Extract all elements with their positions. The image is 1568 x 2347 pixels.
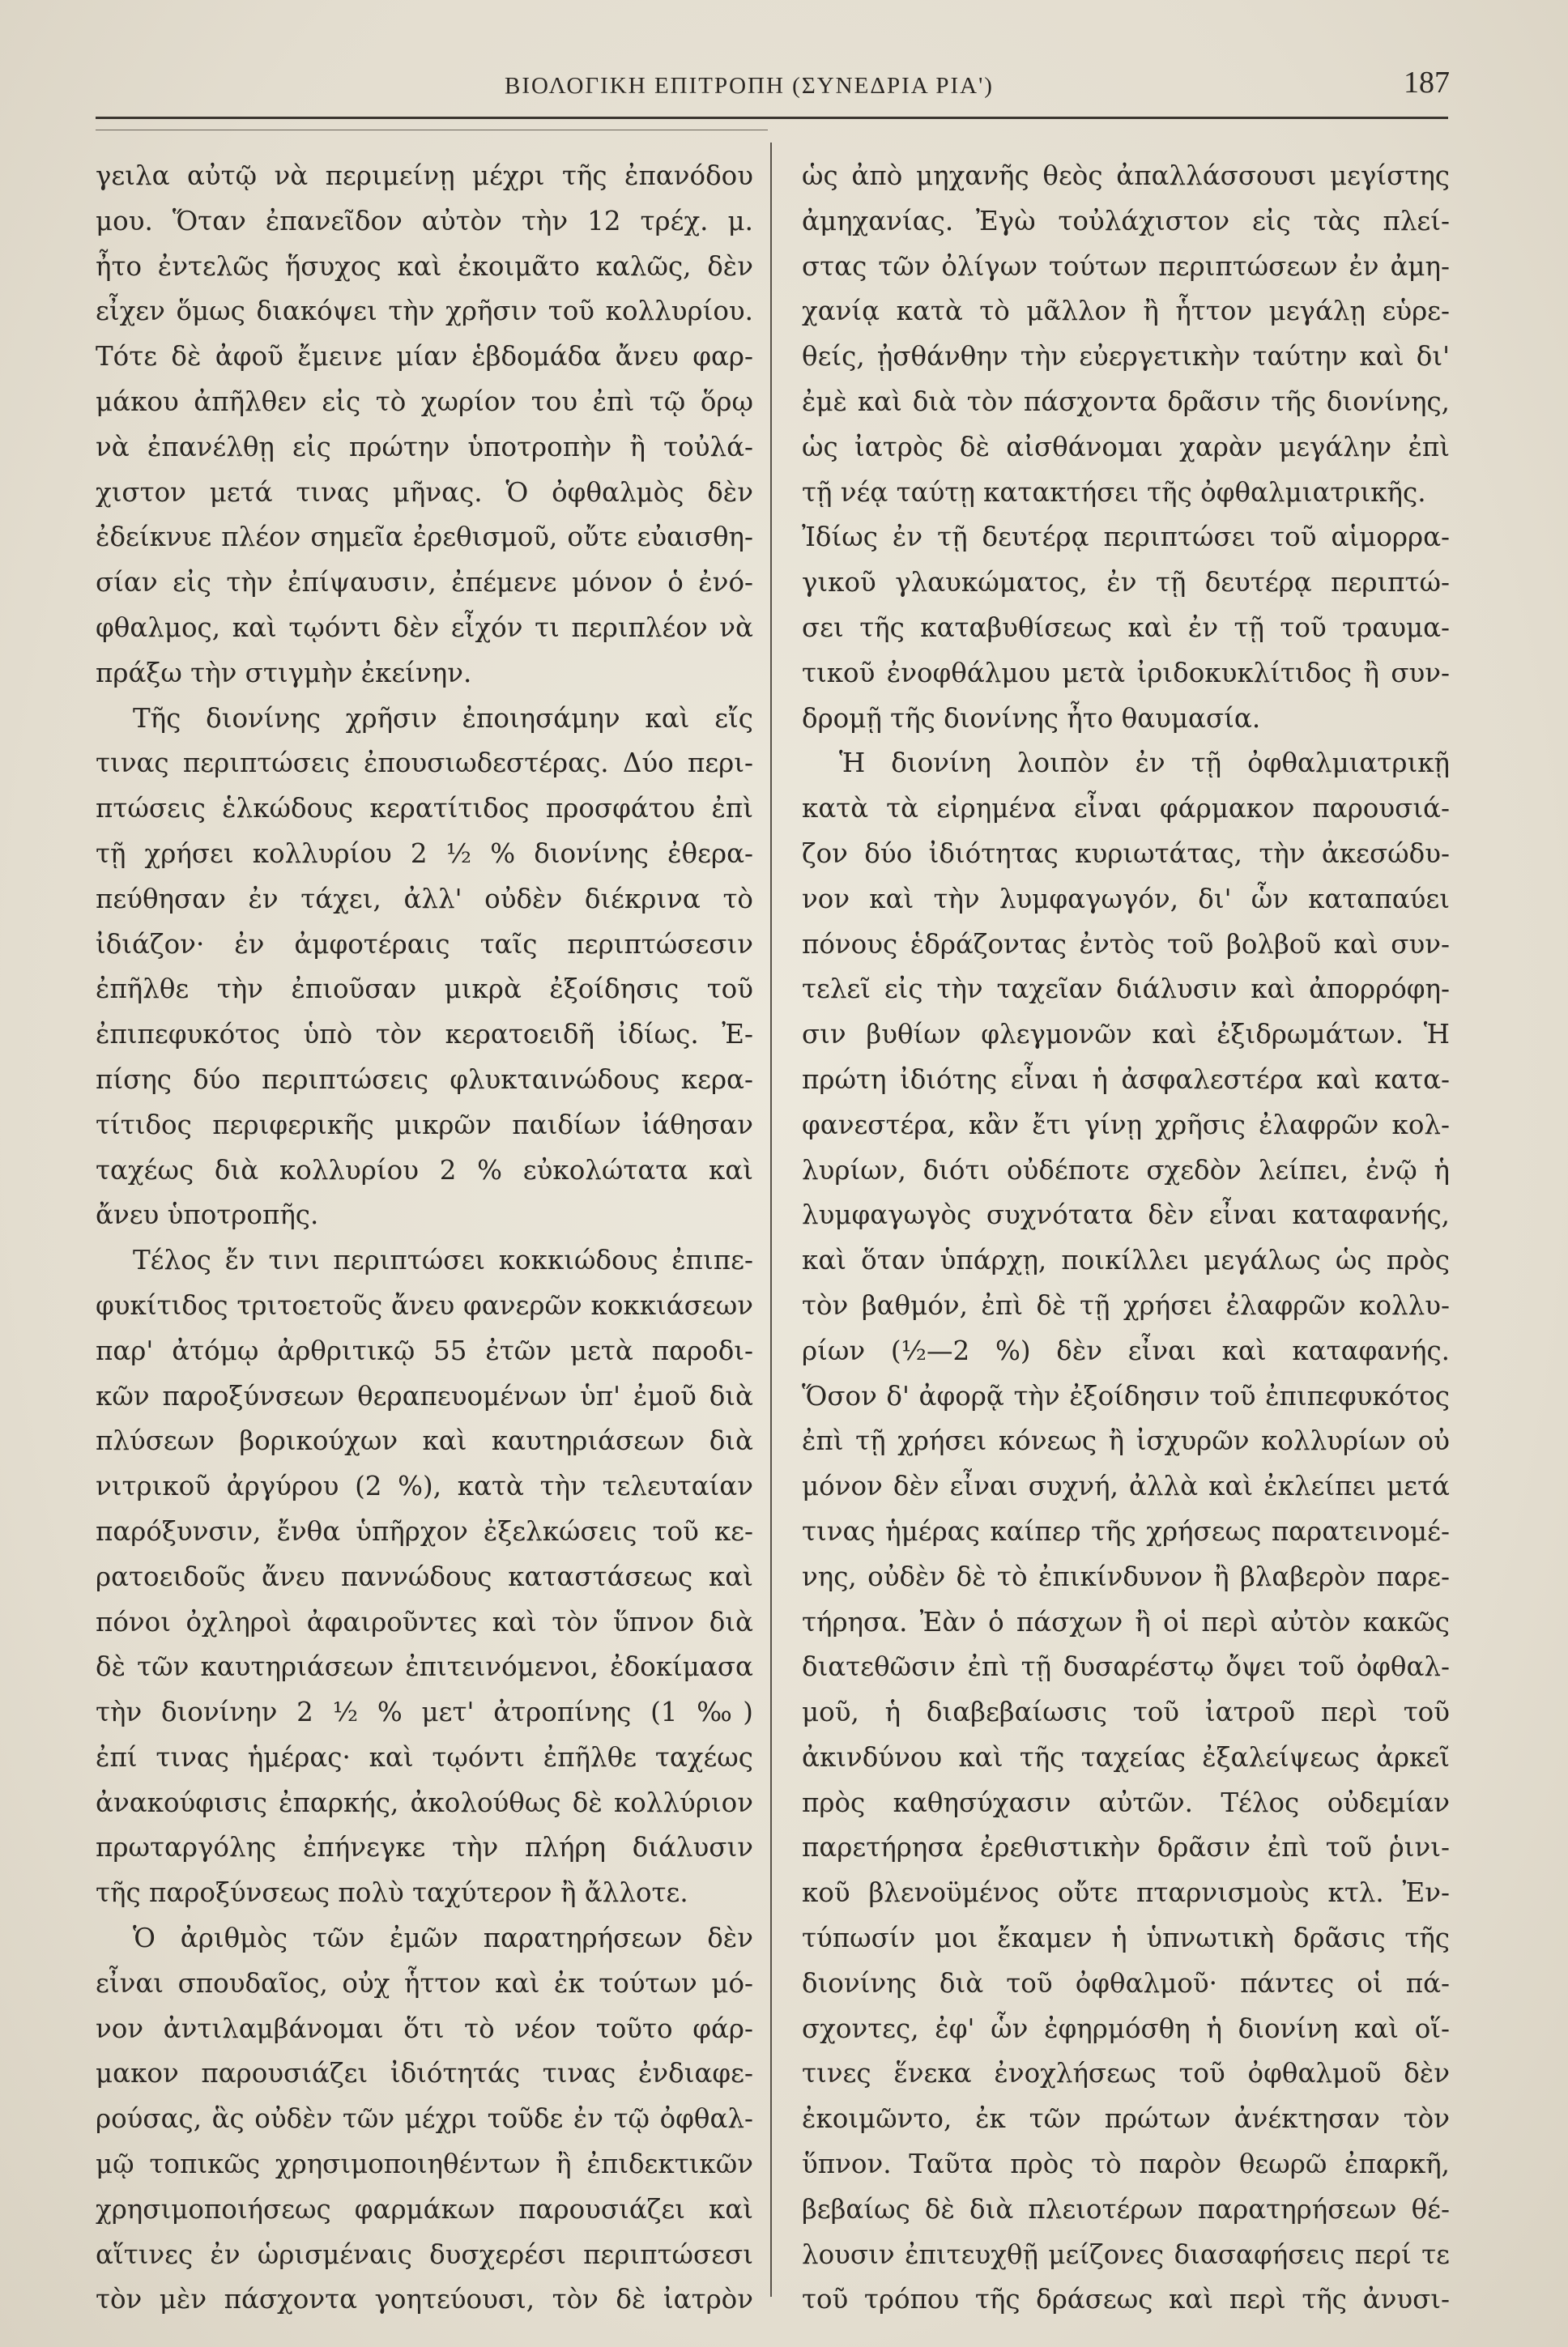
text-line: λουσιν ἐπιτευχθῇ μείζονες διασαφήσεις περί τε xyxy=(802,2238,1450,2270)
text-line: ἦτο ἐντελῶς ἥσυχος καὶ ἐκοιμᾶτο καλῶς, δὲν xyxy=(96,250,753,282)
text-line: σει τῆς καταβυθίσεως καὶ ἐν τῇ τοῦ τραυμα- xyxy=(802,611,1450,643)
text-line: τινας ἡμέρας καίπερ τῆς χρήσεως παρατεινομέ- xyxy=(802,1515,1450,1547)
text-line: τὴν διονίνην 2 ½ % μετ' ἀτροπίνης (1 ‰) xyxy=(96,1697,753,1728)
text-line: τικοῦ ἐνοφθάλμου μετὰ ἰριδοκυκλίτιδος ἢ συν- xyxy=(802,657,1450,688)
left-column xyxy=(96,154,753,2323)
text-line: ἀνακούφισις ἐπαρκής, ἀκολούθως δὲ κολλύριον xyxy=(96,1787,753,1818)
text-line: ρούσας, ἃς οὐδὲν τῶν μέχρι τοῦδε ἐν τῷ ὀφθαλ- xyxy=(96,2103,753,2135)
text-line: φανεστέρα, κἂν ἔτι γίνῃ χρῆσις ἐλαφρῶν κολ- xyxy=(802,1109,1450,1140)
text-line: Τῆς διονίνης χρῆσιν ἐποιησάμην καὶ εἴς xyxy=(133,702,753,734)
text-line: μάκου ἀπῆλθεν εἰς τὸ χωρίον του ἐπὶ τῷ ὅρῳ xyxy=(96,385,753,417)
text-line: δρομῇ τῆς διονίνης ἦτο θαυμασία. xyxy=(802,702,1261,734)
text-line: τῇ χρήσει κολλυρίου 2 ½ % διονίνης ἐθερα- xyxy=(96,837,753,869)
text-line: κῶν παροξύνσεων θεραπευομένων ὑπ' ἐμοῦ διὰ xyxy=(96,1380,753,1412)
text-line: νον καὶ τὴν λυμφαγωγόν, δι' ὧν καταπαύει xyxy=(802,883,1450,914)
text-line: στας τῶν ὀλίγων τούτων περιπτώσεων ἐν ἀμη- xyxy=(802,250,1450,282)
text-line: παρόξυνσιν, ἔνθα ὑπῆρχον ἐξελκώσεις τοῦ κε- xyxy=(96,1515,753,1547)
text-line: τῆς παροξύνσεως πολὺ ταχύτερον ἢ ἄλλοτε. xyxy=(96,1877,688,1909)
text-line: ἄνευ ὑποτροπῆς. xyxy=(96,1199,319,1231)
text-line: παρετήρησα ἐρεθιστικὴν δρᾶσιν ἐπὶ τοῦ ῥινι- xyxy=(802,1832,1450,1864)
text-line: νον ἀντιλαμβάνομαι ὅτι τὸ νέον τοῦτο φάρ- xyxy=(96,2013,753,2044)
text-line: πλύσεων βορικούχων καὶ καυτηριάσεων διὰ xyxy=(96,1425,753,1457)
text-line: τίτιδος περιφερικῆς μικρῶν παιδίων ἰάθησαν xyxy=(96,1109,753,1140)
text-line: τοῦ τρόπου τῆς δράσεως καὶ περὶ τῆς ἀνυσι- xyxy=(802,2284,1450,2315)
text-line: ὕπνον. Ταῦτα πρὸς τὸ παρὸν θεωρῶ ἐπαρκῆ, xyxy=(802,2149,1450,2180)
text-line: πράξω τὴν στιγμὴν ἐκείνην. xyxy=(96,657,472,688)
text-line: ρατοειδοῦς ἄνευ παννώδους καταστάσεως καὶ xyxy=(96,1561,753,1592)
text-line: γειλα αὐτῷ νὰ περιμείνῃ μέχρι τῆς ἐπανόδου xyxy=(96,160,753,191)
text-line: Τέλος ἔν τινι περιπτώσει κοκκιώδους ἐπιπε- xyxy=(133,1245,753,1276)
text-line: πρωταργόλης ἐπήνεγκε τὴν πλήρη διάλυσιν xyxy=(96,1832,753,1864)
text-line: σιν βυθίων φλεγμονῶν καὶ ἐξιδρωμάτων. Ἡ xyxy=(802,1019,1450,1050)
text-line: τὸν βαθμόν, ἐπὶ δὲ τῇ χρήσει ἐλαφρῶν κολλυ- xyxy=(802,1289,1450,1321)
text-line: χρησιμοποιήσεως φαρμάκων παρουσιάζει καὶ xyxy=(96,2193,753,2225)
text-line: θείς, ᾐσθάνθην τὴν εὐεργετικὴν ταύτην καὶ δι' xyxy=(802,341,1450,373)
text-line: λυρίων, διότι οὐδέποτε σχεδὸν λείπει, ἐνῷ ἡ xyxy=(802,1154,1450,1186)
text-line: μοῦ, ἡ διαβεβαίωσις τοῦ ἰατροῦ περὶ τοῦ xyxy=(802,1697,1450,1728)
text-line: Ἰδίως ἐν τῇ δευτέρᾳ περιπτώσει τοῦ αἱμορρα- xyxy=(802,522,1450,553)
text-line: πτώσεις ἑλκώδους κερατίτιδος προσφάτου ἐπὶ xyxy=(96,793,753,824)
text-line: πόνους ἑδράζοντας ἐντὸς τοῦ βολβοῦ καὶ συν- xyxy=(802,928,1450,960)
text-line: ἐμὲ καὶ διὰ τὸν πάσχοντα δρᾶσιν τῆς διονίνης, xyxy=(802,385,1450,417)
text-line: ἐπῆλθε τὴν ἐπιοῦσαν μικρὰ ἐξοίδησις τοῦ xyxy=(96,973,753,1005)
text-line: ζον δύο ἰδιότητας κυριωτάτας, τὴν ἀκεσώδυ- xyxy=(802,837,1450,869)
text-line: τινας περιπτώσεις ἐπουσιωδεστέρας. Δύο περι- xyxy=(96,748,753,779)
text-line: ἰδιάζον· ἐν ἀμφοτέραις ταῖς περιπτώσεσιν xyxy=(96,928,753,960)
text-line: νης, οὐδὲν δὲ τὸ ἐπικίνδυνον ἢ βλαβερὸν παρε- xyxy=(802,1561,1450,1592)
text-line: ἐδείκνυε πλέον σημεῖα ἐρεθισμοῦ, οὔτε εὐαισθη- xyxy=(96,522,753,553)
text-line: ἐπί τινας ἡμέρας· καὶ τῳόντι ἐπῆλθε ταχέως xyxy=(96,1741,753,1773)
text-line: πρὸς καθησύχασιν αὐτῶν. Τέλος οὐδεμίαν xyxy=(802,1787,1450,1818)
text-line: εἶχεν ὅμως διακόψει τὴν χρῆσιν τοῦ κολλυρίου. xyxy=(96,296,753,327)
text-line: μῷ τοπικῶς χρησιμοποιηθέντων ἢ ἐπιδεκτικῶν xyxy=(96,2149,753,2180)
text-line: χιστον μετά τινας μῆνας. Ὁ ὀφθαλμὸς δὲν xyxy=(96,476,753,508)
text-line: ὡς ἀπὸ μηχανῆς θεὸς ἀπαλλάσσουσι μεγίστης xyxy=(802,160,1450,191)
text-line: δὲ τῶν καυτηριάσεων ἐπιτεινόμενοι, ἐδοκίμασα xyxy=(96,1651,753,1683)
text-line: καὶ ὅταν ὑπάρχῃ, ποικίλλει μεγάλως ὡς πρὸς xyxy=(802,1245,1450,1276)
text-line: αἵτινες ἐν ὡρισμέναις δυσχερέσι περιπτώσεσι xyxy=(96,2238,753,2270)
text-line: φθαλμος, καὶ τῳόντι δὲν εἶχόν τι περιπλέον νὰ xyxy=(96,611,753,643)
text-line: μακον παρουσιάζει ἰδιότητάς τινας ἐνδιαφε- xyxy=(96,2058,753,2089)
text-line: κατὰ τὰ εἰρημένα εἶναι φάρμακον παρουσιά- xyxy=(802,793,1450,824)
text-line: σχοντες, ἐφ' ὧν ἐφηρμόσθη ἡ διονίνη καὶ οἵ- xyxy=(802,2013,1450,2044)
text-line: πίσης δύο περιπτώσεις φλυκταινώδους κερα- xyxy=(96,1063,753,1095)
text-line: λυμφαγωγὸς συχνότατα δὲν εἶναι καταφανής, xyxy=(802,1199,1450,1231)
text-line: ἐπιπεφυκότος ὑπὸ τὸν κερατοειδῆ ἰδίως. Ἐ- xyxy=(96,1019,753,1050)
text-line: ἐπὶ τῇ χρήσει κόνεως ἢ ἰσχυρῶν κολλυρίων οὐ xyxy=(802,1425,1450,1457)
text-line: χανίᾳ κατὰ τὸ μᾶλλον ἢ ἧττον μεγάλῃ εὑρε- xyxy=(802,296,1450,327)
text-line: Ὅσον δ' ἀφορᾷ τὴν ἐξοίδησιν τοῦ ἐπιπεφυκότος xyxy=(802,1380,1450,1412)
text-line: τελεῖ εἰς τὴν ταχεῖαν διάλυσιν καὶ ἀπορρόφη- xyxy=(802,973,1450,1005)
right-column xyxy=(802,154,1450,2323)
text-line: παρ' ἀτόμῳ ἀρθριτικῷ 55 ἐτῶν μετὰ παροδι- xyxy=(96,1335,753,1366)
text-line: διονίνης διὰ τοῦ ὀφθαλμοῦ· πάντες οἱ πά- xyxy=(802,1967,1450,1999)
text-line: μου. Ὅταν ἐπανεῖδον αὐτὸν τὴν 12 τρέχ. μ. xyxy=(96,205,753,236)
text-line: κοῦ βλενοϋμένος οὔτε πταρνισμοὺς κτλ. Ἐν- xyxy=(802,1877,1450,1909)
page-number: 187 xyxy=(1404,66,1450,100)
running-head: ΒΙΟΛΟΓΙΚΗ ΕΠΙΤΡΟΠΗ (ΣΥΝΕΔΡΙΑ ΡΙΑ') xyxy=(505,73,994,99)
text-line: τῇ νέᾳ ταύτῃ κατακτήσει τῆς ὀφθαλμιατρικῆς. xyxy=(802,476,1426,508)
text-line: ἀμηχανίας. Ἐγὼ τοὐλάχιστον εἰς τὰς πλεί- xyxy=(802,205,1450,236)
text-line: φυκίτιδος τριτοετοῦς ἄνευ φανερῶν κοκκιάσεων xyxy=(96,1289,753,1321)
text-line: τινες ἕνεκα ἐνοχλήσεως τοῦ ὀφθαλμοῦ δὲν xyxy=(802,2058,1450,2089)
text-line: τὸν μὲν πάσχοντα γοητεύουσι, τὸν δὲ ἰατρὸν xyxy=(96,2284,753,2315)
text-line: ἐκοιμῶντο, ἐκ τῶν πρώτων ἀνέκτησαν τὸν xyxy=(802,2103,1450,2135)
text-line: πρώτη ἰδιότης εἶναι ἡ ἀσφαλεστέρα καὶ κατα- xyxy=(802,1063,1450,1095)
text-line: γικοῦ γλαυκώματος, ἐν τῇ δευτέρᾳ περιπτώ- xyxy=(802,567,1450,598)
header-rule xyxy=(96,117,1448,119)
text-line: μόνον δὲν εἶναι συχνή, ἀλλὰ καὶ ἐκλείπει μετά xyxy=(802,1471,1450,1502)
text-line: ρίων (½—2 %) δὲν εἶναι καὶ καταφανής. xyxy=(802,1335,1450,1366)
text-line: διατεθῶσιν ἐπὶ τῇ δυσαρέστῳ ὄψει τοῦ ὀφθαλ- xyxy=(802,1651,1450,1683)
text-line: νιτρικοῦ ἀργύρου (2 %), κατὰ τὴν τελευταίαν xyxy=(96,1471,753,1502)
text-line: Τότε δὲ ἀφοῦ ἔμεινε μίαν ἑβδομάδα ἄνευ φαρ- xyxy=(96,341,753,373)
text-line: Ὁ ἀριθμὸς τῶν ἐμῶν παρατηρήσεων δὲν xyxy=(133,1923,753,1954)
text-line: εἶναι σπουδαῖος, οὐχ ἧττον καὶ ἐκ τούτων μό- xyxy=(96,1967,753,1999)
text-line: ταχέως διὰ κολλυρίου 2 % εὐκολώτατα καὶ xyxy=(96,1154,753,1186)
text-line: πεύθησαν ἐν τάχει, ἀλλ' οὐδὲν διέκρινα τὸ xyxy=(96,883,753,914)
text-line: τύπωσίν μοι ἔκαμεν ἡ ὑπνωτικὴ δρᾶσις τῆς xyxy=(802,1923,1450,1954)
text-line: τήρησα. Ἐὰν ὁ πάσχων ἢ οἱ περὶ αὐτὸν κακῶς xyxy=(802,1606,1450,1638)
text-line: Ἡ διονίνη λοιπὸν ἐν τῇ ὀφθαλμιατρικῇ xyxy=(839,748,1450,779)
text-line: βεβαίως δὲ διὰ πλειοτέρων παρατηρήσεων θέ- xyxy=(802,2193,1450,2225)
text-line: νὰ ἐπανέλθῃ εἰς πρώτην ὑποτροπὴν ἢ τοὐλά- xyxy=(96,431,753,462)
column-divider xyxy=(770,143,772,2297)
text-line: πόνοι ὀχληροὶ ἀφαιροῦντες καὶ τὸν ὕπνον διὰ xyxy=(96,1606,753,1638)
text-line: ἀκινδύνου καὶ τῆς ταχείας ἐξαλείψεως ἀρκεῖ xyxy=(802,1741,1450,1773)
text-line: σίαν εἰς τὴν ἐπίψαυσιν, ἐπέμενε μόνον ὁ ἐνό- xyxy=(96,567,753,598)
text-line: ὡς ἰατρὸς δὲ αἰσθάνομαι χαρὰν μεγάλην ἐπὶ xyxy=(802,431,1450,462)
